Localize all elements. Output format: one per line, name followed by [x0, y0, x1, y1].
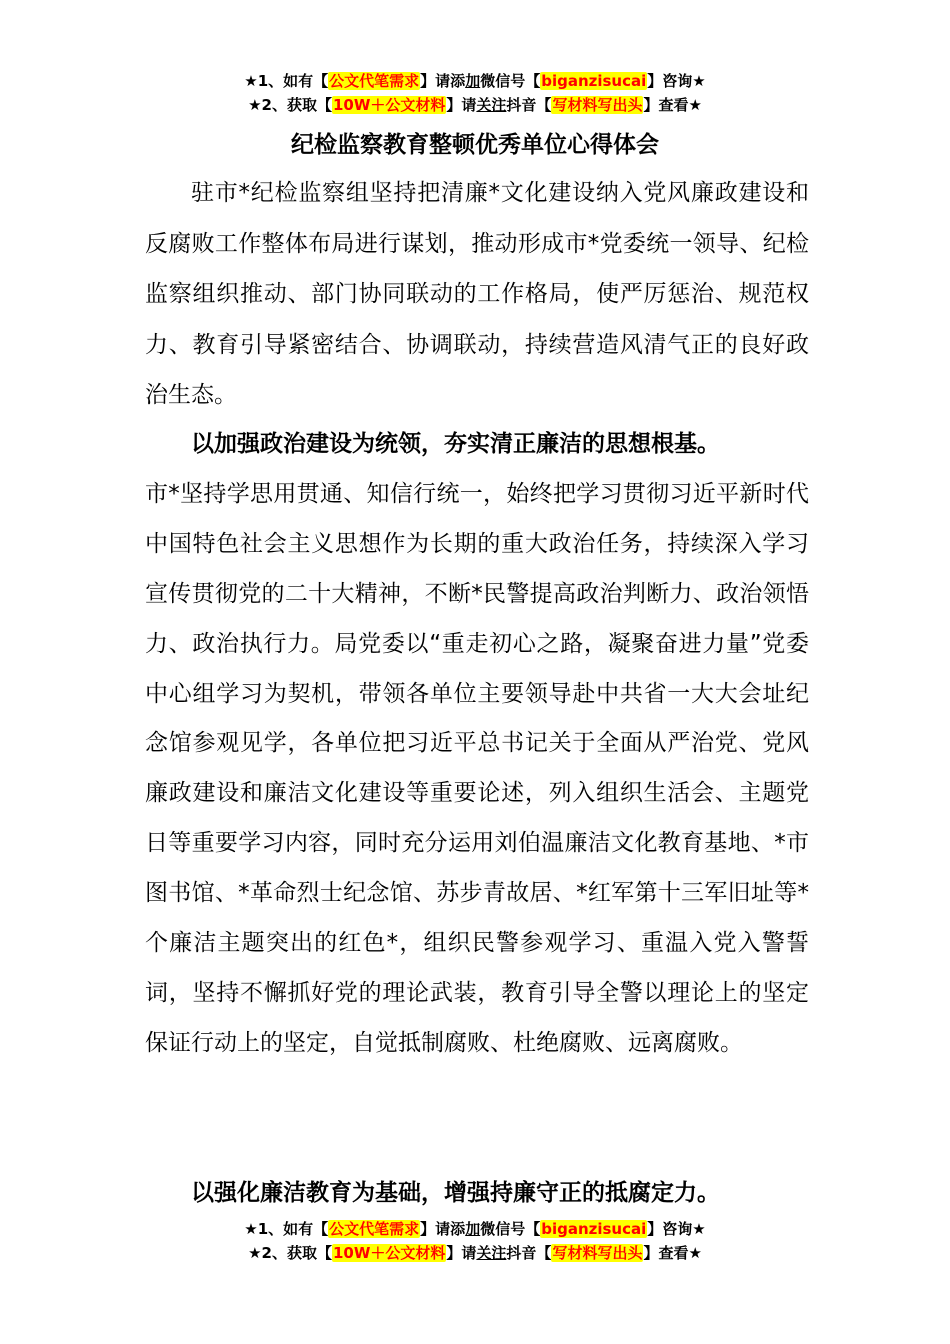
paragraph-body: 市*坚持学思用贯通、知信行统一，始终把学习贯彻习近平新时代中国特色社会主义思想作为长期的重大政治任务，持续深入学习宣传贯彻党的二十大精神，不断*民警提高政治判断力、政治领悟力、政治执行力。局党委以“重走初心之路，凝聚奋进力量”党委中心组学习为契机，带领各单位主要领导赴中共省一大大会址纪念馆参观见学，各单位把习近平总书记关于全面从严治党、党风廉政建设和廉洁文化建设等重要论述，列入组织生活会、主题党日等重要学习内容，同时充分运用刘伯温廉洁文化教育基地、*市图书馆、*革命烈士纪念馆、苏步青故居、*红军第十三军旧址等*个廉洁主题突出的红色*，组织民警参观学习、重温入党入警誓词，坚持不懈抓好党的理论武装，教育引导全警以理论上的坚定保证行动上的坚定，自觉抵制腐败、杜绝腐败、远离腐败。 — [145, 480, 809, 1056]
promo-line-1: ★1、如有【公文代笔需求】请添加微信号【biganzisucai】咨询★ — [244, 1220, 706, 1238]
promo-highlight: biganzisucai — [541, 1220, 647, 1238]
promo-highlight: 公文代笔需求 — [329, 72, 420, 90]
promo-highlight: 10W＋公文材料 — [332, 1244, 446, 1262]
promo-footer — [0, 1218, 950, 1266]
promo-highlight: 写材料写出头 — [552, 96, 643, 114]
promo-highlight: 公文代笔需求 — [329, 1220, 420, 1238]
document-title: 纪检监察教育整顿优秀单位心得体会 — [291, 132, 659, 158]
paragraph-heading-integrity: 以强化廉洁教育为基础，增强持廉守正的抵腐定力。 — [191, 1180, 720, 1206]
promo-highlight: biganzisucai — [541, 72, 647, 90]
paragraph-political-building — [145, 420, 809, 1069]
promo-line-2: ★2、获取【10W＋公文材料】请关注抖音【写材料写出头】查看★ — [248, 1244, 702, 1262]
promo-line-1: ★1、如有【公文代笔需求】请添加微信号【biganzisucai】咨询★ — [244, 72, 706, 90]
promo-highlight: 10W＋公文材料 — [332, 96, 446, 114]
promo-header — [0, 70, 950, 118]
paragraph-intro: 驻市*纪检监察组坚持把清廉*文化建设纳入党风廉政建设和反腐败工作整体布局进行谋划，推动形成市*党委统一领导、纪检监察组织推动、部门协同联动的工作格局，使严厉惩治、规范权力、教育引导紧密结合、协调联动，持续营造风清气正的良好政治生态。 — [145, 180, 809, 408]
promo-highlight: 写材料写出头 — [552, 1244, 643, 1262]
promo-line-2: ★2、获取【10W＋公文材料】请关注抖音【写材料写出头】查看★ — [248, 96, 702, 114]
paragraph-heading: 以加强政治建设为统领，夯实清正廉洁的思想根基。 — [191, 431, 720, 457]
